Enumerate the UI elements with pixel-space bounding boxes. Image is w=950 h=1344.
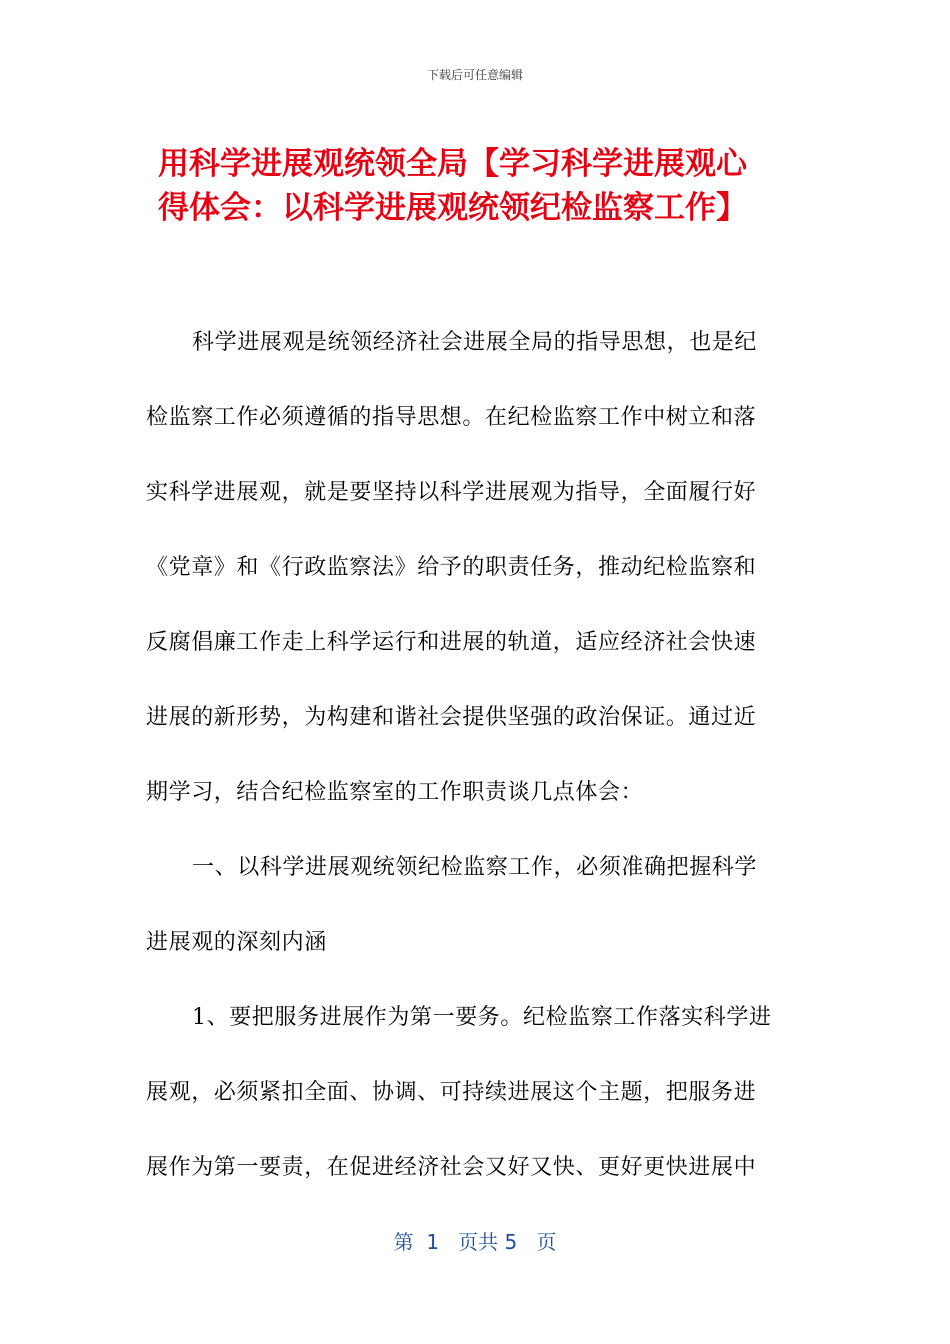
body-line: 1、要把服务进展作为第一要务。纪检监察工作落实科学进 — [192, 1005, 772, 1030]
body-line: 《党章》和《行政监察法》给予的职责任务，推动纪检监察和 — [146, 555, 757, 580]
body-line: 期学习，结合纪检监察室的工作职责谈几点体会： — [146, 780, 644, 805]
body-line: 检监察工作必须遵循的指导思想。在纪检监察工作中树立和落 — [146, 405, 757, 430]
body-line: 展作为第一要责，在促进经济社会又好又快、更好更快进展中 — [146, 1155, 757, 1180]
body-line: 科学进展观是统领经济社会进展全局的指导思想，也是纪 — [192, 330, 758, 355]
title-line-2: 得体会：以科学进展观统领纪检监察工作】 — [158, 190, 747, 226]
body-line: 实科学进展观，就是要坚持以科学进展观为指导，全面履行好 — [146, 480, 757, 505]
section-heading-line: 进展观的深刻内涵 — [146, 930, 327, 955]
body-line: 反腐倡廉工作走上科学运行和进展的轨道，适应经济社会快速 — [146, 630, 757, 655]
header-note: 下载后可任意编辑 — [426, 68, 523, 82]
document-title — [158, 142, 818, 230]
title-line-1: 用科学进展观统领全局【学习科学进展观心 — [158, 146, 747, 182]
section-heading-line: 一、以科学进展观统领纪检监察工作，必须准确把握科学 — [192, 855, 758, 880]
body-line: 展观，必须紧扣全面、协调、可持续进展这个主题，把服务进 — [146, 1080, 757, 1105]
page-number-footer: 第 1 页共 5 页 — [393, 1230, 557, 1254]
body-line: 进展的新形势，为构建和谐社会提供坚强的政治保证。通过近 — [146, 705, 757, 730]
document-body — [146, 318, 826, 1218]
